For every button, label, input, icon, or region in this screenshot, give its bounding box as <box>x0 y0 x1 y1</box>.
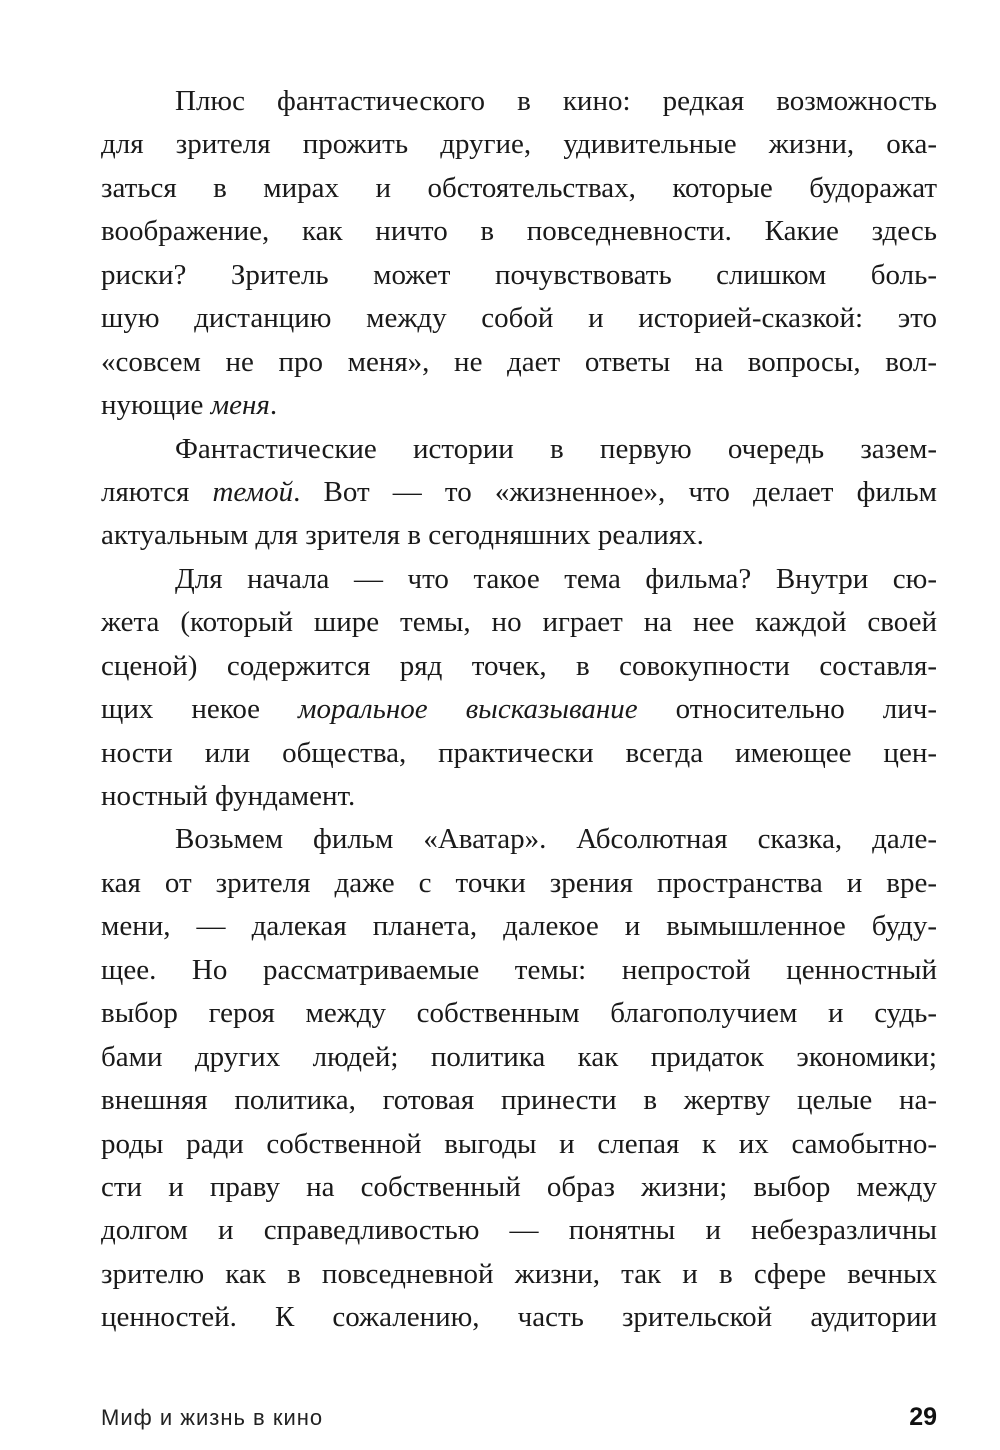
text-line <box>101 862 937 905</box>
text-segment: нующие <box>101 389 211 422</box>
text-line <box>101 210 937 253</box>
text-line <box>101 1123 937 1166</box>
text-segment: долгом и справедливостью — понятны и небезразличны <box>101 1214 937 1247</box>
text-segment: сценой) содержится ряд точек, в совокупности составля- <box>101 649 937 682</box>
text-line <box>101 80 937 123</box>
text-line <box>101 428 937 471</box>
text-segment: для зрителя прожить другие, удивительные жизни, ока- <box>101 128 937 161</box>
text-line <box>101 775 937 818</box>
text-segment: ценностей. К сожалению, часть зрительской аудитории <box>101 1301 937 1334</box>
text-segment: Плюс фантастического в кино: редкая возможность <box>175 85 937 117</box>
text-segment: . Вот — то «жизненное», что делает фильм <box>293 475 937 508</box>
text-line <box>101 167 937 210</box>
text-line <box>101 732 937 775</box>
text-line <box>101 1036 937 1079</box>
text-segment: «совсем не про меня», не дает ответы на вопросы, вол- <box>101 345 937 378</box>
text-segment: риски? Зритель может почувствовать слишком боль- <box>101 258 937 291</box>
text-segment: кая от зрителя даже с точки зрения пространства и вре- <box>101 866 937 899</box>
text-line <box>101 949 937 992</box>
text-line <box>101 384 937 427</box>
text-segment: Возьмем фильм «Аватар». Абсолютная сказка, дале- <box>175 823 937 856</box>
text-line <box>101 471 937 514</box>
text-segment: внешняя политика, готовая принести в жертву целые на- <box>101 1084 937 1117</box>
text-line <box>101 1166 937 1209</box>
text-segment: мени, — далекая планета, далекое и вымышленное буду- <box>101 910 937 943</box>
text-line <box>101 254 937 297</box>
text-segment: щих некое <box>101 693 299 726</box>
italic-text: темой <box>212 475 294 508</box>
page-footer <box>101 1403 937 1435</box>
text-segment: Фантастические истории в первую очередь зазем- <box>175 432 937 465</box>
text-segment: сти и праву на собственный образ жизни; выбор между <box>101 1170 937 1203</box>
text-line <box>101 558 937 601</box>
text-segment: ностный фундамент. <box>101 780 356 812</box>
text-segment: зрителю как в повседневной жизни, так и в сфере вечных <box>101 1257 937 1290</box>
text-segment: шую дистанцию между собой и историей-сказкой: это <box>101 302 937 335</box>
text-line <box>101 1253 937 1296</box>
text-segment: актуальным для зрителя в сегодняшних реалиях. <box>101 519 704 552</box>
text-line <box>101 992 937 1035</box>
text-line <box>101 123 937 166</box>
text-segment: жета (который шире темы, но играет на нее каждой своей <box>101 606 937 639</box>
text-line <box>101 297 937 340</box>
text-segment: выбор героя между собственным благополучием и судь- <box>101 997 937 1030</box>
text-segment: относительно лич- <box>637 693 937 726</box>
text-line <box>101 1079 937 1122</box>
running-title: Миф и жизнь в кино <box>101 1405 324 1430</box>
text-segment: роды ради собственной выгоды и слепая к их самобытно- <box>101 1127 937 1160</box>
text-line <box>101 514 937 557</box>
text-segment: ляются <box>101 475 213 508</box>
body-text <box>101 80 937 1340</box>
text-segment: заться в мирах и обстоятельствах, которые будоражат <box>101 171 937 204</box>
text-line <box>101 1296 937 1339</box>
text-segment: . <box>269 389 278 422</box>
text-line <box>101 645 937 688</box>
text-line <box>101 818 937 861</box>
text-line <box>101 688 937 731</box>
text-segment: воображение, как ничто в повседневности. Какие здесь <box>101 215 937 248</box>
text-line <box>101 1209 937 1252</box>
page-number: 29 <box>909 1403 937 1431</box>
text-line <box>101 601 937 644</box>
italic-text: меня <box>210 389 270 422</box>
text-line <box>101 341 937 384</box>
italic-text: моральное высказывание <box>298 693 638 726</box>
text-segment: ности или общества, практически всегда имеющее цен- <box>101 736 937 769</box>
text-segment: бами других людей; политика как придаток экономики; <box>101 1040 937 1073</box>
text-line <box>101 905 937 948</box>
text-segment: Для начала — что такое тема фильма? Внутри сю- <box>175 562 937 595</box>
text-segment: щее. Но рассматриваемые темы: непростой ценностный <box>101 953 937 986</box>
